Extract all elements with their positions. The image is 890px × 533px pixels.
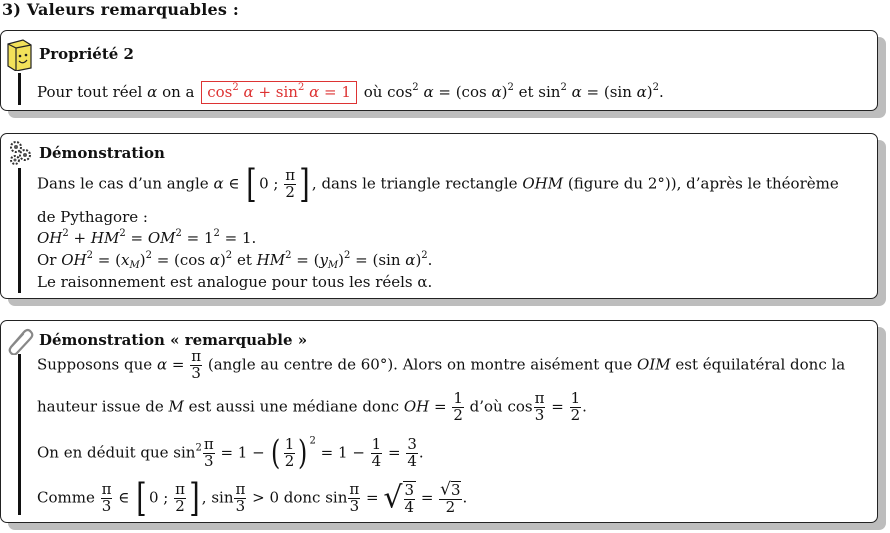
property-box xyxy=(0,30,878,111)
demo-line-1: Dans le cas d’un angle α ∈ [ 0 ; $\frac{\pi}{2}$ ] , dans le triangle rectangle OHM (figure du 2°)), d’après le théorème xyxy=(37,162,839,207)
demonstration-bar xyxy=(18,168,21,293)
demonstration-title: Démonstration xyxy=(39,144,165,162)
remarkable-line-3: On en déduit que $\sin^2$ $\frac{\pi}{3}$ = 1 − ( $\frac{1}{2}$ ) $^2$ = 1 − $\frac{1}{4}$ = $\frac{3}{4}$ . xyxy=(37,432,424,473)
remarkable-line-2: hauteur issue de M est aussi une médiane donc OH = $\frac{1}{2}$ d’où cos $\frac{\pi}{3}$ = $\frac{1}{2}$ . xyxy=(37,389,587,424)
demo-line-4: Or $OH^2 = (x_M)^2 = (\cos$ α)$^2$ et $HM^2 = (y_M)^2 = (\sin$ α)$^2$. xyxy=(37,250,433,271)
book-icon xyxy=(5,37,35,75)
property-statement: Pour tout réel α on a $\cos^2 \alpha + \sin^2 \alpha = 1$ où $\cos^2 \alpha = (\cos$ α)$^2$ et $\sin^2 \alpha = (\sin$ α)$^2$. xyxy=(37,81,664,104)
demonstration-box xyxy=(0,133,878,299)
remarkable-line-1: Supposons que α = $\frac{\pi}{3}$ (angle au centre de 60°). Alors on montre aisément que OIM est équilatéral donc la xyxy=(37,347,846,382)
property-bar xyxy=(18,73,21,105)
demo-line-5: Le raisonnement est analogue pour tous les réels α. xyxy=(37,273,433,291)
remarkable-demonstration-box xyxy=(0,320,878,523)
section-title: 3) Valeurs remarquables : xyxy=(2,0,239,19)
property-formula-highlight: $\cos^2 \alpha + \sin^2 \alpha = 1$ xyxy=(201,81,357,104)
demo-line-3: $OH^2 + HM^2 = OM^2 = 1^2 = 1$. xyxy=(37,228,257,247)
demo-line-2: de Pythagore : xyxy=(37,208,148,226)
remarkable-bar xyxy=(18,354,21,515)
property-title: Propriété 2 xyxy=(39,45,134,63)
remarkable-line-4: Comme $\frac{\pi}{3}$ ∈ [ 0 ; $\frac{\pi}{2}$ ] , sin $\frac{\pi}{3}$ > 0 donc sin $\frac{\pi}{3}$ = √ $\frac{3}{4}$ = $\frac{√3}{2}$ . xyxy=(37,476,468,521)
remarkable-title: Démonstration « remarquable » xyxy=(39,331,308,349)
gears-icon xyxy=(7,138,33,170)
